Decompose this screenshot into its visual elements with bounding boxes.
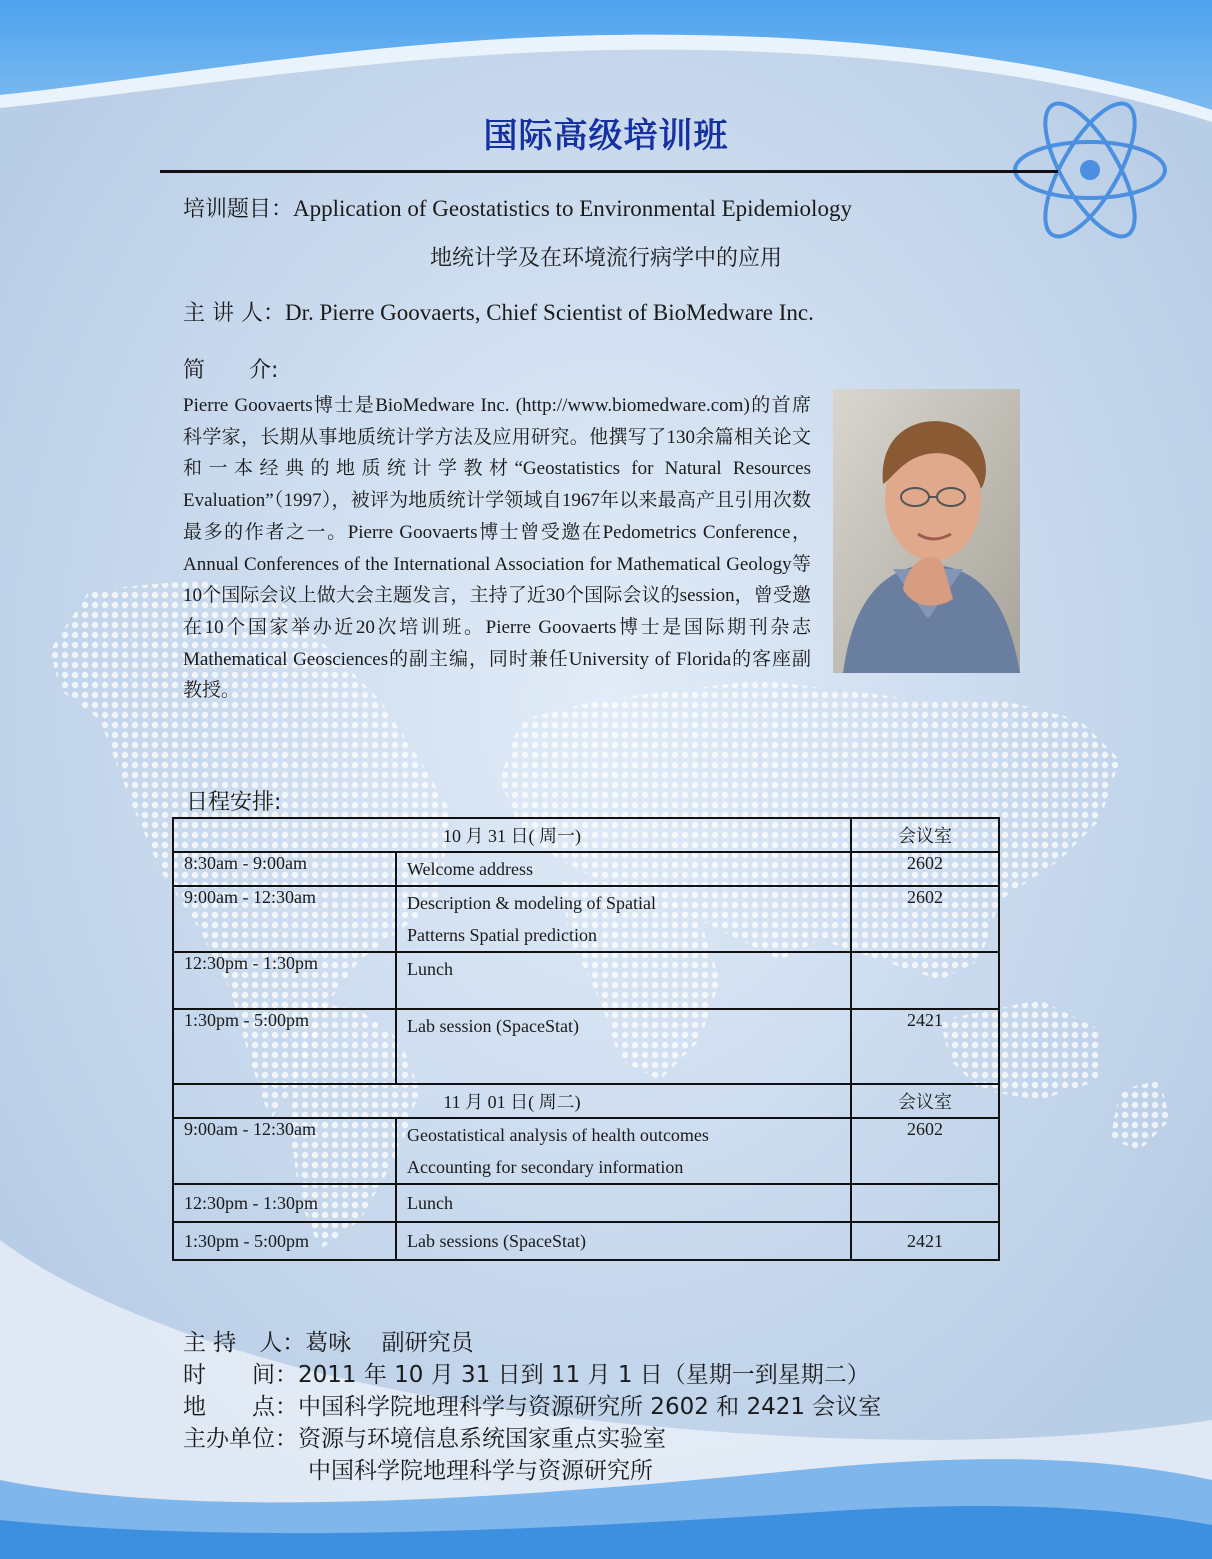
session-title [396, 1118, 851, 1184]
room-header: 会议室 [851, 818, 999, 852]
room-header: 会议室 [851, 1084, 999, 1118]
organizer-label: 主办单位： [183, 1426, 298, 1452]
speaker-label: 主 讲 人： [183, 301, 285, 326]
intro-label: 简 介: [183, 358, 279, 383]
topic-row [183, 192, 852, 223]
speaker-value: Dr. Pierre Goovaerts, Chief Scientist of BioMedware Inc. [285, 300, 814, 325]
session-line: Lunch [407, 959, 453, 979]
topic-english: Application of Geostatistics to Environmental Epidemiology [293, 196, 852, 221]
session-line: Accounting for secondary information [407, 1157, 684, 1177]
title-divider [160, 170, 1058, 173]
session-room: 2421 [851, 1222, 999, 1260]
speaker-row [183, 296, 814, 327]
session-line: Lunch [407, 1193, 453, 1213]
session-title [396, 1184, 851, 1222]
day-date: 10 月 31 日( 周一) [173, 818, 851, 852]
session-room [851, 952, 999, 1009]
table-row [173, 886, 999, 952]
session-time: 8:30am - 9:00am [173, 852, 396, 886]
session-line: Patterns Spatial prediction [407, 925, 597, 945]
organizer-line [183, 1420, 666, 1453]
schedule-label: 日程安排: [186, 790, 282, 815]
time-line: 时 间：2011 年 10 月 31 日到 11 月 1 日（星期一到星期二） [183, 1362, 870, 1388]
day-header-row [173, 1084, 999, 1118]
table-row [173, 852, 999, 886]
session-line: Welcome address [407, 859, 533, 879]
session-title [396, 852, 851, 886]
table-row [173, 952, 999, 1009]
day-header-row [173, 818, 999, 852]
session-time: 1:30pm - 5:00pm [173, 1009, 396, 1084]
session-title [396, 886, 851, 952]
table-row [173, 1222, 999, 1260]
session-time: 1:30pm - 5:00pm [173, 1222, 396, 1260]
session-room: 2421 [851, 1009, 999, 1084]
page-title: 国际高级培训班 [483, 116, 729, 156]
place-line: 地 点：中国科学院地理科学与资源研究所 2602 和 2421 会议室 [183, 1394, 882, 1420]
session-line: Geostatistical analysis of health outcomes [407, 1125, 709, 1145]
session-time: 12:30pm - 1:30pm [173, 952, 396, 1009]
topic-label: 培训题目： [183, 197, 294, 222]
schedule-table [172, 817, 1000, 1261]
host-line: 主 持 人：葛咏 副研究员 [183, 1330, 474, 1356]
session-time: 12:30pm - 1:30pm [173, 1184, 396, 1222]
session-title [396, 1222, 851, 1260]
session-line: Lab sessions (SpaceStat) [407, 1231, 586, 1251]
session-line: Lab session (SpaceStat) [407, 1016, 579, 1036]
intro-text: Pierre Goovaerts博士是BioMedware Inc. (http://www.biomedware.com)的首席科学家，长期从事地质统计学方法及应用研究。他撰写了130余篇相关论文和一本经典的地质统计学教材“Geostatistics for Natural Resources Evaluation”（1997），被评为地质统计学领域自1967年以来最高产且引用次数最多的作者之一。Pierre Goovaerts博士曾受邀在Pedometrics Conference，Annual Conferences of the International Association for Mathematical Geology等10个国际会议上做大会主题发言，主持了近30个国际会议的session，曾受邀在10个国家举办近20次培训班。Pierre Goovaerts博士是国际期刊杂志Mathematical Geosciences的副主编，同时兼任University of Florida的客座副教授。 [183, 395, 811, 702]
session-time: 9:00am - 12:30am [173, 1118, 396, 1184]
table-row [173, 1118, 999, 1184]
session-room: 2602 [851, 886, 999, 952]
organizer-2: 中国科学院地理科学与资源研究所 [308, 1458, 653, 1484]
session-title [396, 952, 851, 1009]
day-date: 11 月 01 日( 周二) [173, 1084, 851, 1118]
table-row [173, 1184, 999, 1222]
session-title [396, 1009, 851, 1084]
session-room: 2602 [851, 852, 999, 886]
speaker-photo [833, 389, 1020, 673]
table-row [173, 1009, 999, 1084]
session-line: Description & modeling of Spatial [407, 893, 656, 913]
topic-chinese: 地统计学及在环境流行病学中的应用 [429, 246, 782, 271]
session-room: 2602 [851, 1118, 999, 1184]
session-time: 9:00am - 12:30am [173, 886, 396, 952]
organizer-1: 资源与环境信息系统国家重点实验室 [298, 1426, 666, 1452]
session-room [851, 1184, 999, 1222]
